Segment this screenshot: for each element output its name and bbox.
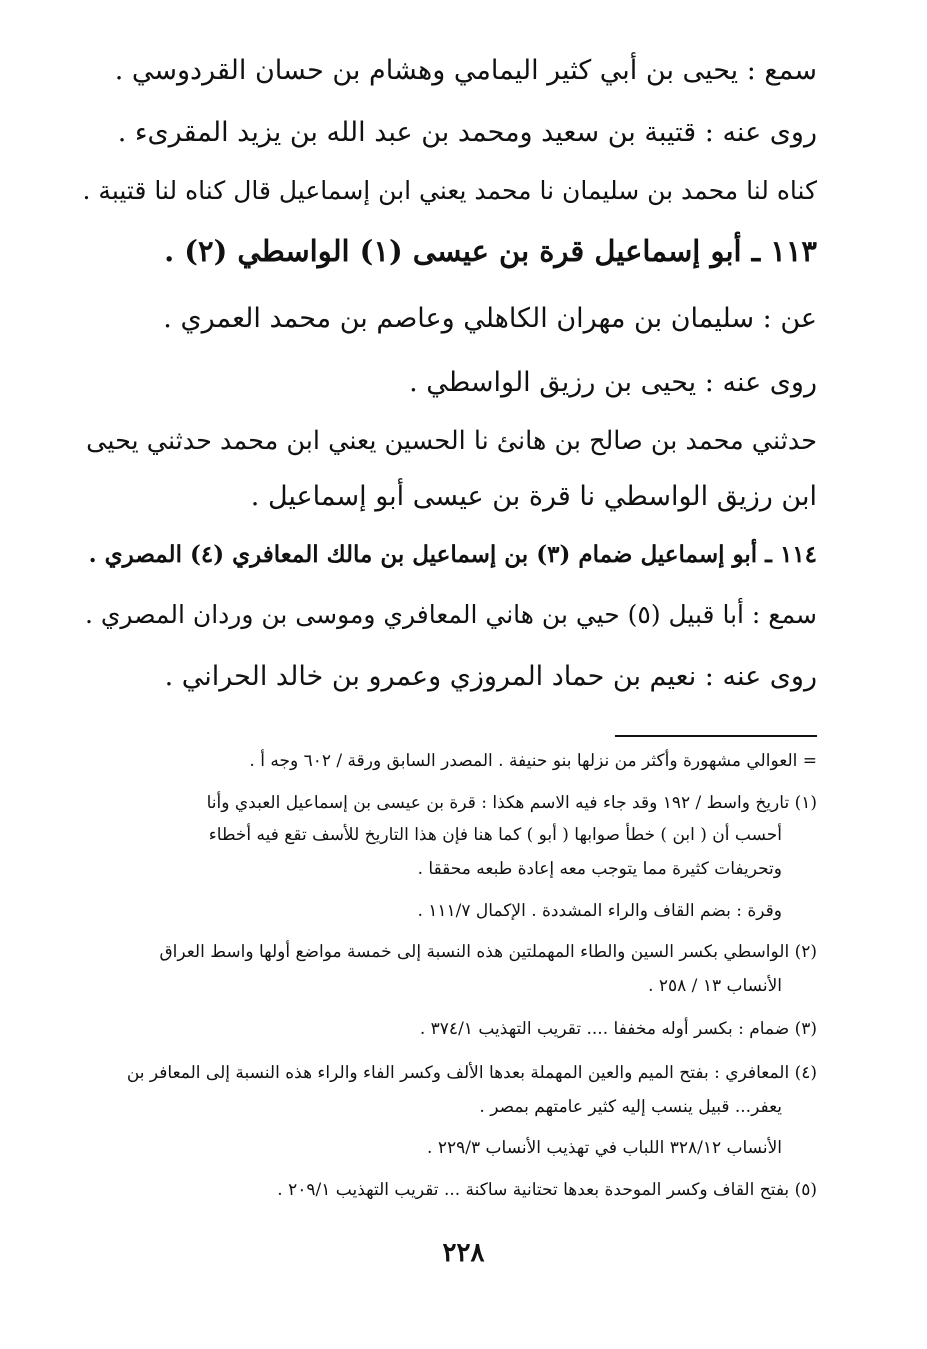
footnote-line: الأنساب ٣٢٨/١٢ اللباب في تهذيب الأنساب ٢٢٩/٣ . [427, 1138, 782, 1158]
main-text-line: روى عنه : قتيبة بن سعيد ومحمد بن عبد الله بن يزيد المقرىء . [117, 117, 817, 148]
main-text-line: حدثني محمد بن صالح بن هانئ نا الحسين يعني ابن محمد حدثني يحيى [86, 426, 817, 456]
main-text-line: روى عنه : يحيى بن رزيق الواسطي . [409, 367, 817, 398]
page-number: ٢٢٨ [442, 1238, 485, 1268]
entry-heading-113: ١١٣ ـ أبو إسماعيل قرة بن عيسى (١) الواسطي (٢) . [164, 234, 817, 268]
footnote-line: أحسب أن ( ابن ) خطأ صوابها ( أبو ) كما هنا فإن هذا التاريخ للأسف تقع فيه أخطاء [208, 825, 782, 845]
footnote-line: (٥) بفتح القاف وكسر الموحدة بعدها تحتانية ساكنة ... تقريب التهذيب ٢٠٩/١ . [277, 1180, 817, 1200]
main-text-line: كناه لنا محمد بن سليمان نا محمد يعني ابن إسماعيل قال كناه لنا قتيبة . [82, 176, 817, 205]
main-text-line: ابن رزيق الواسطي نا قرة بن عيسى أبو إسماعيل . [250, 481, 817, 512]
main-text-line: روى عنه : نعيم بن حماد المروزي وعمرو بن خالد الحراني . [164, 661, 817, 692]
entry-heading-114: ١١٤ ـ أبو إسماعيل ضمام (٣) بن إسماعيل بن مالك المعافري (٤) المصري . [88, 541, 817, 568]
footnote-line: (٤) المعافري : بفتح الميم والعين المهملة بعدها الألف وكسر الفاء والراء هذه النسبة إلى المعافر بن [126, 1063, 817, 1083]
footnote-line: وقرة : بضم القاف والراء المشددة . الإكمال ١١١/٧ . [417, 901, 782, 921]
footnote-line: (٢) الواسطي بكسر السين والطاء المهملتين هذه النسبة إلى خمسة مواضع أولها واسط العراق [159, 942, 817, 962]
footnote-line: الأنساب ١٣ / ٢٥٨ . [648, 976, 782, 996]
main-text-line: سمع : أبا قبيل (٥) حيي بن هاني المعافري وموسى بن وردان المصري . [84, 600, 817, 629]
footnote-line: = العوالي مشهورة وأكثر من نزلها بنو حنيفة . المصدر السابق ورقة / ٦٠٢ وجه أ . [249, 751, 817, 771]
footnote-line: (٣) ضمام : بكسر أوله مخففا .... تقريب التهذيب ٣٧٤/١ . [419, 1019, 817, 1039]
main-text-line: عن : سليمان بن مهران الكاهلي وعاصم بن محمد العمري . [163, 303, 817, 334]
main-text-line: سمع : يحيى بن أبي كثير اليمامي وهشام بن حسان القردوسي . [114, 55, 817, 86]
footnote-divider [615, 735, 817, 737]
footnote-line: يعفر... قبيل ينسب إليه كثير عامتهم بمصر . [479, 1097, 782, 1117]
footnote-line: (١) تاريخ واسط / ١٩٢ وقد جاء فيه الاسم هكذا : قرة بن عيسى بن إسماعيل العبدي وأنا [206, 793, 817, 813]
footnote-line: وتحريفات كثيرة مما يتوجب معه إعادة طبعه محققا . [417, 859, 782, 879]
